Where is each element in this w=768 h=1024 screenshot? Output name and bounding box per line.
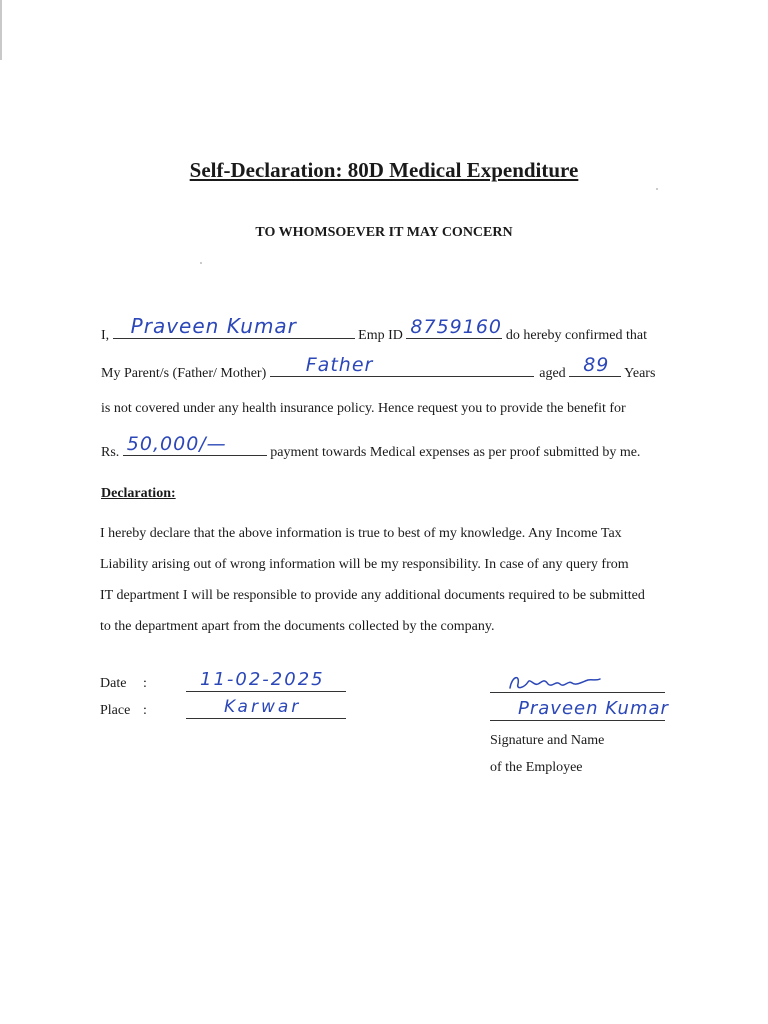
declaration-line: IT department I will be responsible to provide any additional documents required to be submitted <box>100 588 645 603</box>
declaration-line: to the department apart from the documents collected by the company. <box>100 619 495 634</box>
name-handwritten: Praveen Kumar <box>130 314 297 338</box>
form-line-parent <box>101 354 656 382</box>
signature-scribble <box>506 670 606 694</box>
amount-suffix: payment towards Medical expenses as per proof submitted by me. <box>270 445 641 460</box>
name-prefix: I, <box>101 328 110 343</box>
date-handwritten: 11-02-2025 <box>200 669 325 690</box>
name-line-suffix: do hereby confirmed that <box>505 328 648 343</box>
place-field <box>186 697 346 719</box>
name-field <box>113 314 355 339</box>
scan-edge-mark <box>0 0 2 60</box>
date-colon: : <box>143 676 147 691</box>
signature-caption: Signature and Name <box>490 733 605 748</box>
parent-handwritten: Father <box>305 354 374 376</box>
years-label: Years <box>624 366 656 381</box>
document-title: Self-Declaration: 80D Medical Expenditure <box>189 158 579 182</box>
age-field <box>569 354 621 377</box>
declaration-line: I hereby declare that the above information is true to best of my knowledge. Any Income Tax <box>100 526 622 541</box>
form-line-name <box>101 314 648 344</box>
signature-caption-employee: of the Employee <box>490 760 583 775</box>
form-line-amount <box>101 433 641 461</box>
amount-prefix: Rs. <box>101 445 120 460</box>
parent-field <box>270 354 534 377</box>
amount-handwritten: 50,000/— <box>126 433 227 455</box>
amount-field <box>123 433 267 456</box>
date-label: Date <box>100 676 127 691</box>
emp-id-label: Emp ID <box>358 328 403 343</box>
document-subtitle: TO WHOMSOEVER IT MAY CONCERN <box>255 225 513 240</box>
place-label: Place <box>100 703 131 718</box>
signature-name-handwritten: Praveen Kumar <box>518 698 669 719</box>
signature-line <box>490 692 665 693</box>
form-line-coverage: is not covered under any health insurance policy. Hence request you to provide the benefit for <box>101 401 626 416</box>
emp-id-handwritten: 8759160 <box>410 316 503 338</box>
age-handwritten: 89 <box>583 354 610 376</box>
signature-name-line <box>490 698 669 721</box>
parent-prefix: My Parent/s (Father/ Mother) <box>101 366 267 381</box>
declaration-line: Liability arising out of wrong information will be my responsibility. In case of any query from <box>100 557 629 572</box>
scan-speck <box>200 262 202 264</box>
scan-speck <box>656 188 658 190</box>
aged-label: aged <box>539 366 566 381</box>
date-field <box>186 669 346 692</box>
emp-id-field <box>406 316 503 339</box>
place-handwritten: Karwar <box>224 697 302 717</box>
place-colon: : <box>143 703 147 718</box>
declaration-heading: Declaration: <box>101 486 176 501</box>
